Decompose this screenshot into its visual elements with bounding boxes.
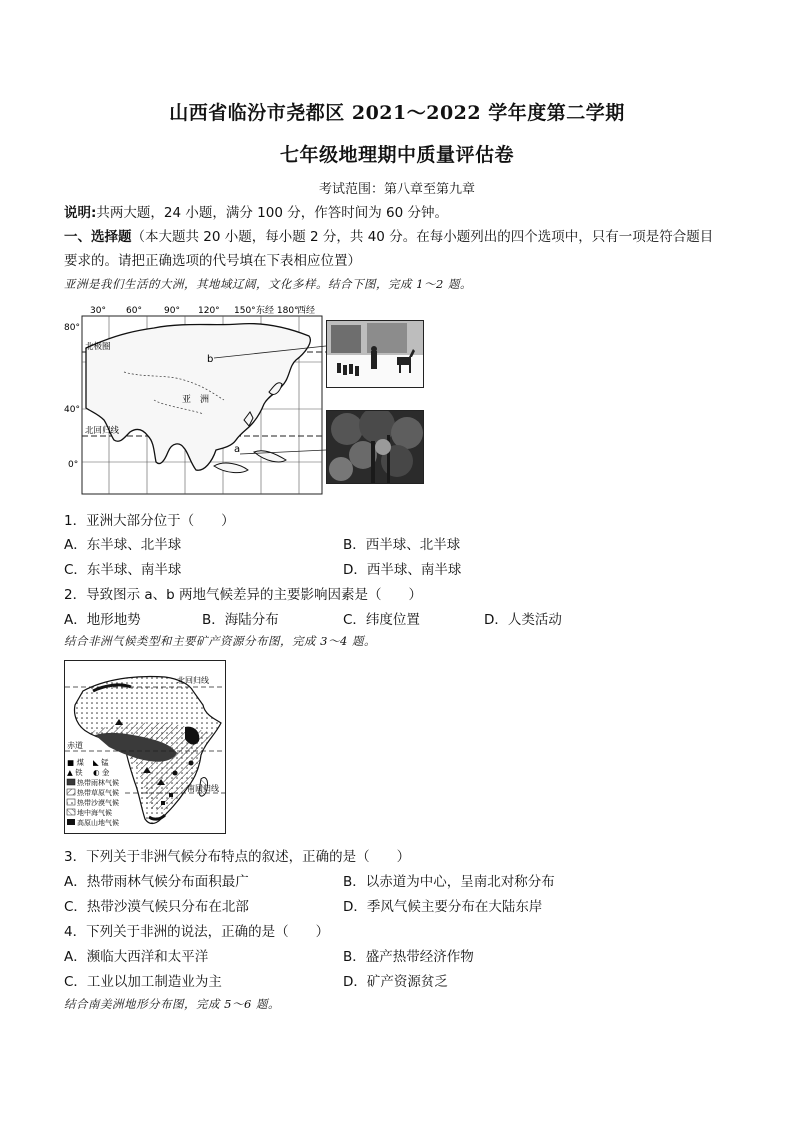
legend-iron: ▲ 铁	[67, 768, 83, 777]
q4-option-c[interactable]: C．工业以加工制造业为主	[64, 974, 222, 990]
lon-label-30: 30°	[90, 306, 106, 316]
lon-label-60: 60°	[126, 306, 142, 316]
q3-option-c[interactable]: C．热带沙漠气候只分布在北部	[64, 899, 249, 915]
lon-label-west: 西经	[297, 306, 316, 316]
q3-option-d[interactable]: D．季风气候主要分布在大陆东岸	[343, 899, 543, 915]
q3-stem: 3．下列关于非洲气候分布特点的叙述，正确的是（ ）	[64, 849, 411, 865]
q2-stem: 2．导致图示 a、b 两地气候差异的主要影响因素是（ ）	[64, 587, 423, 603]
legend-highland: 高原山地气候	[77, 819, 119, 827]
q1-option-a[interactable]: A．东半球、北半球	[64, 537, 182, 553]
reindeer-sled-icon	[327, 321, 423, 387]
q1-option-d[interactable]: D．西半球、南半球	[343, 562, 462, 578]
section1-label: 一、选择题	[64, 229, 132, 245]
africa-map-figure	[64, 660, 226, 834]
lon-label-150: 150°	[234, 306, 256, 316]
legend-savanna: 热带草原气候	[77, 789, 119, 797]
legend-rainforest: 热带雨林气候	[77, 779, 119, 787]
q4-stem: 4．下列关于非洲的说法，正确的是（ ）	[64, 924, 330, 940]
instructions-label: 说明:	[64, 205, 97, 221]
exam-title-line2: 七年级地理期中质量评估卷	[279, 144, 514, 166]
instructions	[64, 201, 448, 221]
africa-tropic-cancer-label: 北回归线	[177, 676, 209, 685]
legend-mediterranean: 地中海气候	[77, 809, 112, 817]
asia-map-figure	[64, 302, 424, 498]
legend-coal: ■ 煤	[67, 758, 84, 767]
legend-manganese: ◣ 锰	[93, 758, 109, 767]
q4-option-a[interactable]: A．濒临大西洋和太平洋	[64, 949, 209, 965]
tropic-cancer-label: 北回归线	[85, 426, 120, 436]
africa-map	[65, 661, 225, 833]
asia-label: 亚 洲	[182, 395, 210, 405]
lon-label-120: 120°	[198, 306, 220, 316]
lat-label-80: 80°	[64, 323, 80, 333]
section1-heading	[64, 225, 713, 245]
q2-option-d[interactable]: D．人类活动	[484, 612, 562, 628]
q2-option-c[interactable]: C．纬度位置	[343, 612, 420, 628]
intro-africa: 结合非洲气候类型和主要矿产资源分布图，完成 3～4 题。	[64, 634, 376, 648]
photo-snow-reindeer	[326, 320, 424, 388]
q1-option-b[interactable]: B．西半球、北半球	[343, 537, 461, 553]
q3-option-b[interactable]: B．以赤道为中心，呈南北对称分布	[343, 874, 555, 890]
q3-option-a[interactable]: A．热带雨林气候分布面积最广	[64, 874, 249, 890]
legend-gold: ◐ 金	[93, 768, 110, 777]
lat-label-40: 40°	[64, 405, 80, 415]
lon-label-180: 东经 180°	[256, 306, 299, 316]
lat-label-0: 0°	[68, 460, 79, 470]
q2-option-a[interactable]: A．地形地势	[64, 612, 141, 628]
photo-rainforest	[326, 410, 424, 484]
point-a-label: a	[234, 444, 241, 455]
point-b-label: b	[207, 354, 214, 365]
rainforest-icon	[327, 411, 423, 483]
q1-stem: 1．亚洲大部分位于（ ）	[64, 513, 235, 529]
intro-south-america: 结合南美洲地形分布图，完成 5～6 题。	[64, 997, 280, 1011]
africa-tropic-capricorn-label: 南回归线	[187, 784, 219, 793]
legend-desert: 热带沙漠气候	[77, 799, 119, 807]
instructions-text: 共两大题，24 小题，满分 100 分，作答时间为 60 分钟。	[96, 205, 448, 221]
lon-label-90: 90°	[164, 306, 180, 316]
africa-equator-label: 赤道	[67, 741, 83, 750]
arctic-circle-label: 北极圈	[85, 342, 111, 352]
q2-option-b[interactable]: B．海陆分布	[202, 612, 279, 628]
q4-option-d[interactable]: D．矿产资源贫乏	[343, 974, 448, 990]
exam-scope: 考试范围：第八章至第九章	[318, 182, 475, 197]
exam-title-line1: 山西省临汾市尧都区 2021～2022 学年度第二学期	[169, 102, 625, 124]
intro-asia: 亚洲是我们生活的大洲，其地域辽阔，文化多样。结合下图，完成 1～2 题。	[64, 277, 472, 291]
q1-option-c[interactable]: C．东半球、南半球	[64, 562, 182, 578]
section1-text-line2: 要求的。请把正确选项的代号填在下表相应位置）	[64, 253, 361, 269]
q4-option-b[interactable]: B．盛产热带经济作物	[343, 949, 474, 965]
section1-text-line1: （本大题共 20 小题，每小题 2 分，共 40 分。在每小题列出的四个选项中，只有一项是符合题目	[131, 229, 714, 245]
